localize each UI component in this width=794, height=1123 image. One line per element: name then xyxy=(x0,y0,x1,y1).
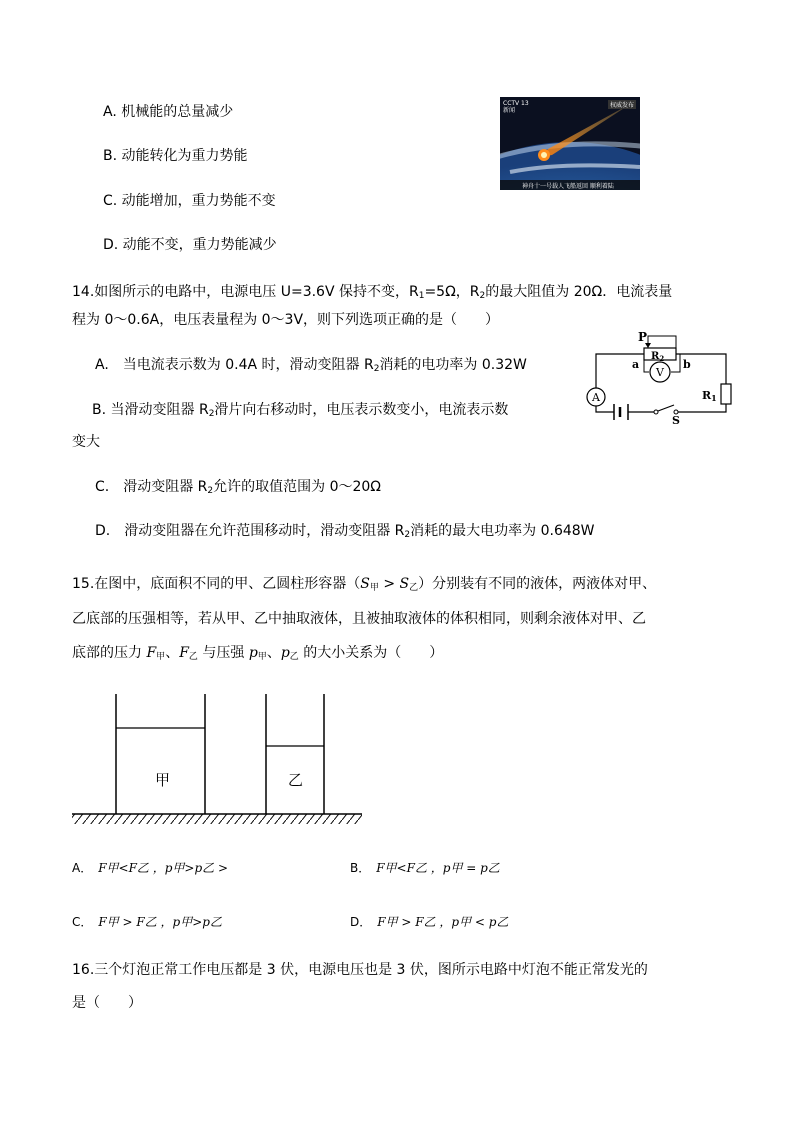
q14-option-c: C. 滑动变阻器 $R_2$允许的取值范围为 0～20Ω xyxy=(95,479,382,496)
label-jia: 甲 xyxy=(155,771,171,789)
q15-option-b: B． F甲<F乙 ，p甲 = p乙 xyxy=(350,861,500,875)
label-yi: 乙 xyxy=(288,771,304,789)
q13-option-d: D. 动能不变，重力势能减少 xyxy=(103,237,277,253)
q15-line2: 乙底部的压强相等，若从甲、乙中抽取液体，且被抽取液体的体积相同，则剩余液体对甲、乙 xyxy=(72,611,646,627)
q16-line1: 16.三个灯泡正常工作电压都是 3 伏，电源电压也是 3 伏，图所示电路中灯泡不能正常发光的 xyxy=(72,962,648,978)
q16-line2: 是（ ） xyxy=(72,995,142,1011)
q14-option-a: A. 当电流表示数为 0.4A 时，滑动变阻器 $R_2$消耗的电功率为 0.32W xyxy=(95,357,527,374)
label-a-meter: A xyxy=(592,391,600,404)
q14-option-b: B. 当滑动变阻器 $R_2$滑片向右移动时，电压表示数变小，电流表示数 xyxy=(92,402,509,419)
channel-logo: CCTV 13 新闻 xyxy=(503,100,529,114)
circuit-diagram xyxy=(580,332,740,431)
label-b: b xyxy=(683,358,691,371)
label-a: a xyxy=(632,358,640,371)
label-v: V xyxy=(656,366,664,379)
news-caption: 神舟十一号载人飞船返回 顺利着陆 xyxy=(522,183,614,190)
label-p: P xyxy=(638,332,648,344)
broadcast-tag: 权威发布 xyxy=(609,102,634,109)
q13-option-a: A. 机械能的总量减少 xyxy=(103,104,234,120)
q15-option-d: D． F甲 > F乙 ，p甲 < p乙 xyxy=(350,915,509,929)
switch xyxy=(654,410,658,414)
q13-option-c: C. 动能增加，重力势能不变 xyxy=(103,193,276,209)
label-r2: $R_2$ xyxy=(651,351,665,363)
q15-line3: 底部的压力 $F_甲$、$F_乙$ 与压强 $p_甲$、$p_乙$ 的大小关系为（ ） xyxy=(72,645,444,662)
q15-option-c: C． F甲 > F乙 ，p甲>p乙 xyxy=(72,915,222,929)
q14-stem-line2: 程为 0～0.6A，电压表量程为 0～3V，则下列选项正确的是（ ） xyxy=(72,312,500,328)
q14-option-b-cont: 变大 xyxy=(72,434,100,450)
q14-option-d: D. 滑动变阻器在允许范围移动时，滑动变阻器 $R_2$消耗的最大电功率为 0.648W xyxy=(95,523,595,540)
resistor-r1 xyxy=(721,384,731,404)
spacecraft-reentry-photo xyxy=(500,97,640,190)
q14-stem-line1: 14.如图所示的电路中，电源电压 U=3.6V 保持不变，$R_1=5\Omega$，$R_2$的最大阻值为 20Ω．电流表量 xyxy=(72,284,673,301)
q15-line1: 15.在图中，底面积不同的甲、乙圆柱形容器$(S_甲 > S_乙)$分别装有不同的液体，两液体对甲、 xyxy=(72,576,657,593)
label-r1: R1 xyxy=(702,389,717,403)
containers-diagram xyxy=(70,690,370,834)
q15-option-a: A． F甲<F乙 ，p甲>p乙 > xyxy=(72,861,229,875)
q13-option-b: B. 动能转化为重力势能 xyxy=(103,148,248,164)
label-s: S xyxy=(672,414,680,427)
